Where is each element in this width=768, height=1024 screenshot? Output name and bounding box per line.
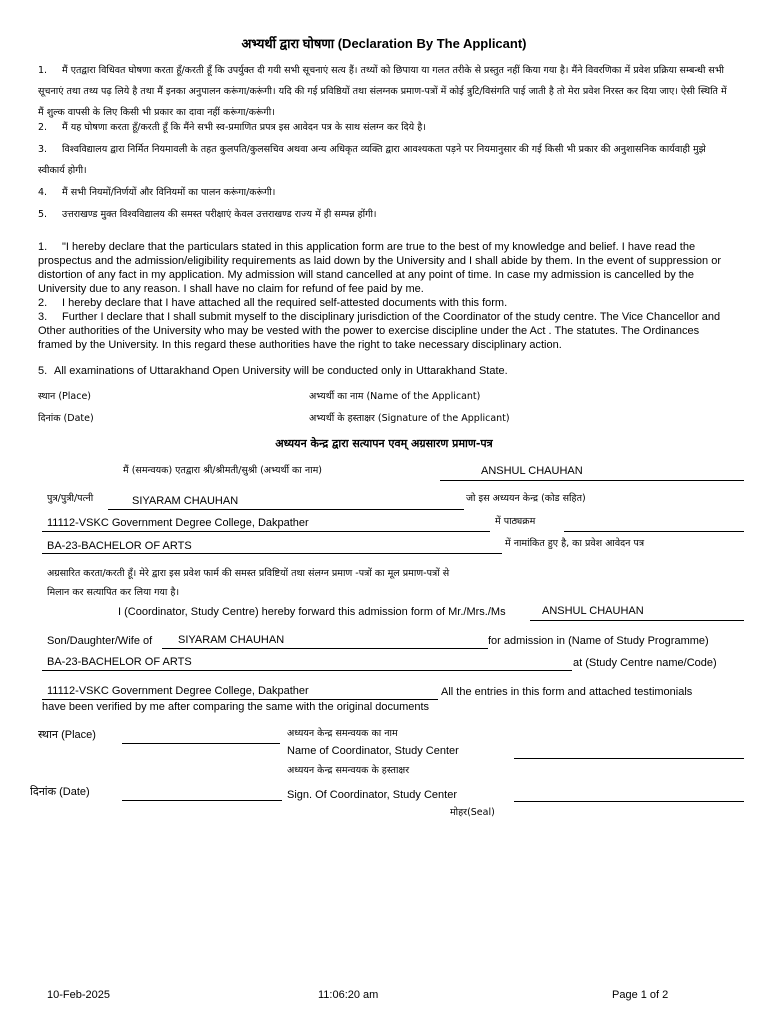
footer-page-number: Page 1 of 2 — [612, 989, 669, 1001]
applicant-place-label: स्थान (Place) — [38, 391, 91, 402]
cert-hi-forward-1: अग्रसारित करता/करती हूँ। मेरे द्वारा इस प्रवेश फार्म की समस्त प्रविष्टियों तथा संलग्न प्रमाण -पत्रों का मूल प्रमाण-पत्रों से — [47, 568, 450, 579]
english-declaration-1: 1. "I hereby declare that the particulars stated in this application form are true to the best of my knowledge and belief. I have read the prospectus and the admission/eligibility requirements as laid down by the University and I shall abide by them. In the event of suppression or distortion of any fact in my application. My admission will stand cancelled at any point of time. In case my admission is cancelled by the University due to any reason. I shall have no claim for refund of fee paid by me. — [38, 241, 721, 295]
cert-course-line — [564, 531, 744, 532]
cert-hi-centre-label: जो इस अध्ययन केन्द्र (कोड सहित) — [466, 493, 586, 504]
cert-en-centre: at (Study Centre name/Code) — [573, 657, 717, 669]
coord-date-line — [122, 800, 282, 801]
english-declaration-3: 3. Further I declare that I shall submit myself to the disciplinary jurisdiction of the Coordinator of the study centre. The Vice Chancellor and Other authorities of the University who may be vested with the power to exercise discipline under the Act . The statutes. The Ordinances framed by the University. In this regard these authorities have the right to take necessary disciplinary action. — [38, 311, 721, 351]
coord-name-hi: अध्ययन केन्द्र समन्वयक का नाम — [287, 728, 398, 739]
cert-applicant-name-value: ANSHUL CHAUHAN — [481, 465, 583, 477]
english-declaration-5: 5. All examinations of Uttarakhand Open University will be conducted only in Uttarakhand State. — [38, 365, 508, 377]
coord-place-label: स्थान (Place) — [38, 729, 96, 741]
hindi-declaration-5: 5. उत्तराखण्ड मुक्त विश्वविद्यालय की समस्त परीक्षाएं केवल उत्तराखण्ड राज्य में ही सम्पन्न होंगी। — [38, 209, 377, 220]
cert-father-name-line — [108, 509, 464, 510]
coord-sign-line — [514, 801, 744, 802]
cert-programme-value: BA-23-BACHELOR OF ARTS — [47, 540, 192, 552]
cert-en-admission: for admission in (Name of Study Programme) — [488, 635, 709, 647]
seal-label: मोहर(Seal) — [450, 807, 495, 818]
hindi-declaration-4: 4. मैं सभी नियमों/निर्णयों और विनियमों का पालन करूंगा/करूंगी। — [38, 187, 276, 198]
cert-study-centre-line — [42, 531, 490, 532]
cert-applicant-name-line — [440, 480, 744, 481]
cert-father-name-value: SIYARAM CHAUHAN — [132, 495, 239, 507]
cert-hi-relation: पुत्र/पुत्री/पत्नी — [47, 493, 94, 504]
cert-hi-forward-2: मिलान कर सत्यापित कर लिया गया है। — [47, 587, 180, 598]
coord-sign-en: Sign. Of Coordinator, Study Center — [287, 789, 457, 801]
applicant-signature-label: अभ्यर्थी के हस्ताक्षर (Signature of the Applicant) — [309, 413, 510, 424]
cert-programme-line — [42, 553, 502, 554]
hindi-declaration-2: 2. मैं यह घोषणा करता हूँ/करती हूँ कि मैंने सभी स्व-प्रमाणित प्रपत्र इस आवेदन पत्र के साथ संलग्न कर दिये है। — [38, 122, 426, 133]
coord-name-line — [514, 758, 744, 759]
page-title: अभ्यर्थी द्वारा घोषणा (Declaration By The Applicant) — [241, 36, 527, 51]
cert-en-applicant-name-value: ANSHUL CHAUHAN — [542, 605, 644, 617]
coord-sign-hi: अध्ययन केन्द्र समन्वयक के हस्ताक्षर — [287, 765, 410, 776]
applicant-name-label: अभ्यर्थी का नाम (Name of the Applicant) — [309, 391, 481, 402]
cert-en-programme-line — [42, 670, 572, 671]
english-declaration-2: 2. I hereby declare that I have attached all the required self-attested documents with this form. — [38, 297, 508, 309]
cert-hi-enrolled: में नामांकित हुए है, का प्रवेश आवेदन पत्र — [505, 538, 645, 549]
cert-en-father-name-value: SIYARAM CHAUHAN — [178, 634, 285, 646]
coord-place-line — [122, 743, 280, 744]
certificate-title: अध्ययन केन्द्र द्वारा सत्यापन एवम् अग्रसारण प्रमाण-पत्र — [275, 437, 493, 450]
cert-en-verified-1: All the entries in this form and attached testimonials — [441, 686, 693, 698]
footer-date: 10-Feb-2025 — [47, 989, 110, 1001]
cert-hi-intro: मैं (समन्वयक) एतद्वारा श्री/श्रीमती/सुश्री (अभ्यर्थी का नाम) — [123, 465, 322, 476]
coord-date-label: दिनांक (Date) — [30, 786, 90, 798]
cert-en-forward: I (Coordinator, Study Centre) hereby forward this admission form of Mr./Mrs./Ms — [118, 606, 506, 618]
cert-hi-course-label: में पाठ्यक्रम — [495, 516, 536, 527]
cert-en-programme-value: BA-23-BACHELOR OF ARTS — [47, 656, 192, 668]
cert-en-study-centre-value: 11112-VSKC Government Degree College, Dakpather — [47, 685, 309, 697]
hindi-declaration-1: 1. मैं एतद्वारा विधिवत घोषणा करता हूँ/करती हूँ कि उपर्युक्त दी गयी सभी सूचनाएं सत्य हैं। तथ्यों को छिपाया या गलत तरीके से प्रस्तुत नहीं किया गया है। मैंने विवरणिका में प्रवेश प्रक्रिया सम्बन्धी सभी सूचनाएं तथा तथ्य पढ़ लिये है तथा मैं इनका अनुपालन करूंगा/करूंगी। यदि की गई प्रविष्ठियों तथा संलग्नक प्रमाण-पत्रों में कोई त्रुटि/विसंगति पाई जाती है तो मेरा प्रवेश निरस्त कर दिया जाए। ऐसी स्थिति में मैं शुल्क वापसी के लिए किसी भी प्रकार का दावा नहीं करूंगा/करूंगी। — [38, 65, 727, 118]
cert-study-centre-value: 11112-VSKC Government Degree College, Dakpather — [47, 517, 309, 529]
footer-time: 11:06:20 am — [318, 989, 379, 1001]
cert-en-verified-2: have been verified by me after comparing the same with the original documents — [42, 701, 430, 713]
coord-name-en: Name of Coordinator, Study Center — [287, 745, 459, 757]
hindi-declaration-3: 3. विश्वविद्यालय द्वारा निर्मित नियमावली के तहत कुलपति/कुलसचिव अथवा अन्य अधिकृत व्यक्ति द्वारा आवश्यकता पड़ने पर नियमानुसार की गई किसी भी प्रकार की अनुशासनिक कार्यवाही मुझे स्वीकार्य होगी। — [38, 144, 706, 176]
cert-en-applicant-name-line — [530, 620, 744, 621]
applicant-date-label: दिनांक (Date) — [38, 413, 94, 424]
cert-en-father-name-line — [162, 648, 488, 649]
cert-en-relation: Son/Daughter/Wife of — [47, 635, 153, 647]
